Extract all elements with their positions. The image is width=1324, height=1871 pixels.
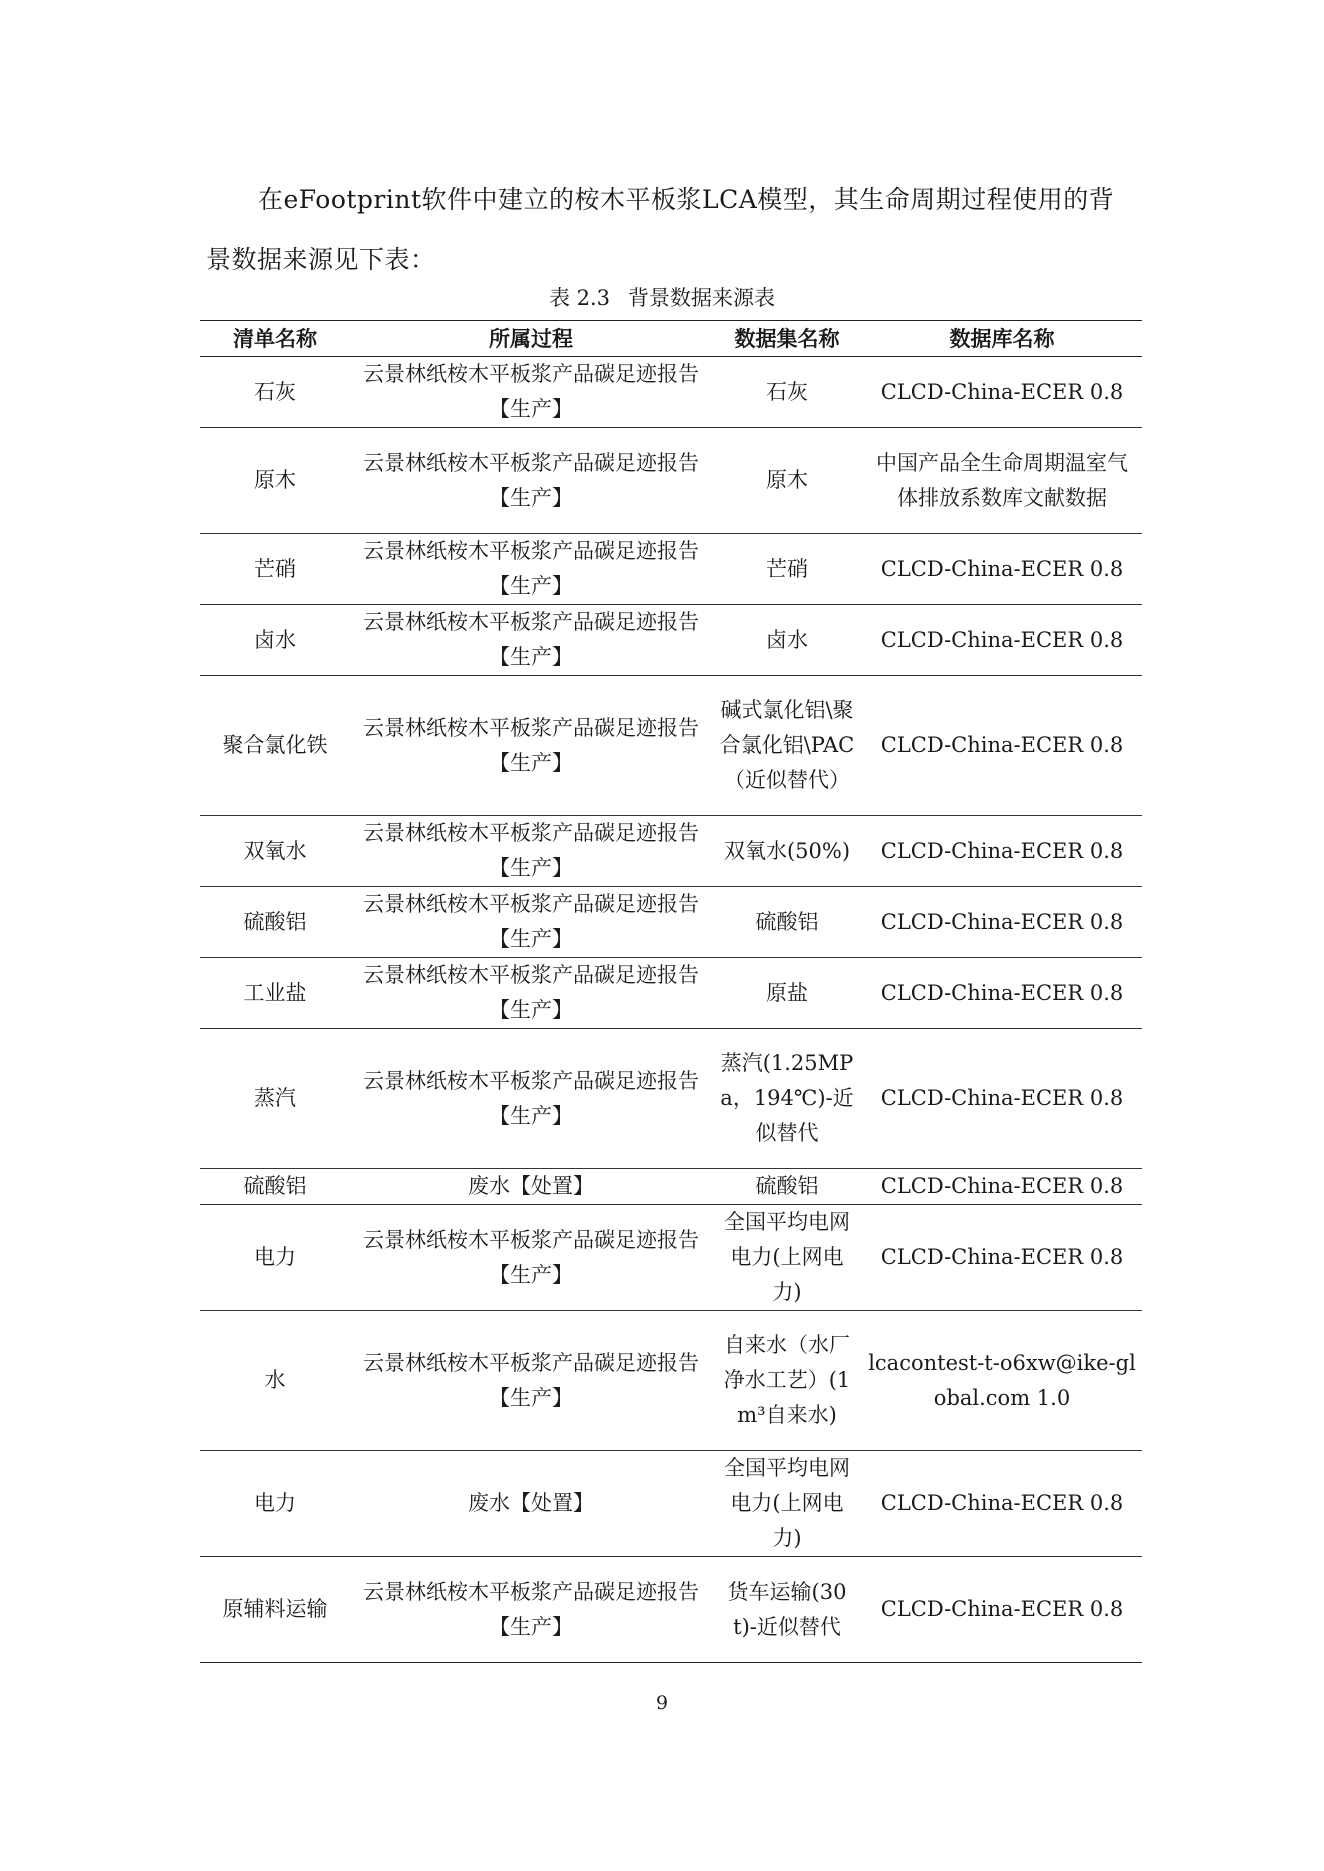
header-process: 所属过程 (350, 321, 712, 357)
cell-dataset-name: 原木 (712, 428, 862, 534)
cell-item-name: 电力 (200, 1451, 350, 1557)
cell-process: 云景林纸桉木平板浆产品碳足迹报告【生产】 (350, 1029, 712, 1169)
cell-process: 废水【处置】 (350, 1451, 712, 1557)
cell-dataset-name: 全国平均电网电力(上网电力) (712, 1205, 862, 1311)
cell-database-name: CLCD-China-ECER 0.8 (862, 534, 1142, 605)
cell-process: 云景林纸桉木平板浆产品碳足迹报告【生产】 (350, 958, 712, 1029)
header-dataset-name: 数据集名称 (712, 321, 862, 357)
table-row (200, 428, 1142, 534)
cell-dataset-name: 原盐 (712, 958, 862, 1029)
table-row (200, 1169, 1142, 1205)
cell-item-name: 硫酸铝 (200, 1169, 350, 1205)
table-row (200, 816, 1142, 887)
cell-process: 云景林纸桉木平板浆产品碳足迹报告【生产】 (350, 1311, 712, 1451)
cell-process: 云景林纸桉木平板浆产品碳足迹报告【生产】 (350, 676, 712, 816)
cell-item-name: 蒸汽 (200, 1029, 350, 1169)
cell-dataset-name: 碱式氯化铝\聚合氯化铝\PAC（近似替代） (712, 676, 862, 816)
table-row (200, 958, 1142, 1029)
cell-item-name: 原辅料运输 (200, 1557, 350, 1663)
cell-dataset-name: 自来水（水厂净水工艺）(1m³自来水) (712, 1311, 862, 1451)
cell-database-name: 中国产品全生命周期温室气体排放系数库文献数据 (862, 428, 1142, 534)
background-data-sources-table (200, 320, 1142, 1663)
cell-dataset-name: 双氧水(50%) (712, 816, 862, 887)
cell-dataset-name: 硫酸铝 (712, 1169, 862, 1205)
table-row (200, 1311, 1142, 1451)
cell-process: 废水【处置】 (350, 1169, 712, 1205)
cell-database-name: CLCD-China-ECER 0.8 (862, 887, 1142, 958)
table-caption-label: 表 2.3 (548, 286, 611, 310)
table-row (200, 534, 1142, 605)
cell-process: 云景林纸桉木平板浆产品碳足迹报告【生产】 (350, 534, 712, 605)
table-row (200, 887, 1142, 958)
cell-database-name: CLCD-China-ECER 0.8 (862, 816, 1142, 887)
cell-process: 云景林纸桉木平板浆产品碳足迹报告【生产】 (350, 605, 712, 676)
header-database-name: 数据库名称 (862, 321, 1142, 357)
cell-process: 云景林纸桉木平板浆产品碳足迹报告【生产】 (350, 1557, 712, 1663)
cell-dataset-name: 全国平均电网电力(上网电力) (712, 1451, 862, 1557)
cell-database-name: CLCD-China-ECER 0.8 (862, 1205, 1142, 1311)
table-row (200, 1205, 1142, 1311)
table-caption-title: 背景数据来源表 (628, 286, 776, 310)
cell-item-name: 双氧水 (200, 816, 350, 887)
cell-database-name: CLCD-China-ECER 0.8 (862, 1451, 1142, 1557)
cell-item-name: 电力 (200, 1205, 350, 1311)
cell-database-name: CLCD-China-ECER 0.8 (862, 1557, 1142, 1663)
cell-process: 云景林纸桉木平板浆产品碳足迹报告【生产】 (350, 887, 712, 958)
cell-dataset-name: 蒸汽(1.25MPa，194℃)-近似替代 (712, 1029, 862, 1169)
table-header-row (200, 321, 1142, 357)
cell-database-name: CLCD-China-ECER 0.8 (862, 605, 1142, 676)
cell-database-name: CLCD-China-ECER 0.8 (862, 676, 1142, 816)
table-caption (0, 284, 1324, 312)
cell-dataset-name: 卤水 (712, 605, 862, 676)
cell-item-name: 聚合氯化铁 (200, 676, 350, 816)
cell-process: 云景林纸桉木平板浆产品碳足迹报告【生产】 (350, 816, 712, 887)
cell-process: 云景林纸桉木平板浆产品碳足迹报告【生产】 (350, 357, 712, 428)
page-number: 9 (655, 1692, 669, 1714)
cell-item-name: 原木 (200, 428, 350, 534)
cell-item-name: 石灰 (200, 357, 350, 428)
cell-dataset-name: 石灰 (712, 357, 862, 428)
cell-process: 云景林纸桉木平板浆产品碳足迹报告【生产】 (350, 1205, 712, 1311)
cell-item-name: 水 (200, 1311, 350, 1451)
cell-database-name: CLCD-China-ECER 0.8 (862, 958, 1142, 1029)
cell-item-name: 硫酸铝 (200, 887, 350, 958)
table-row (200, 676, 1142, 816)
table-row (200, 357, 1142, 428)
header-item-name: 清单名称 (200, 321, 350, 357)
cell-database-name: CLCD-China-ECER 0.8 (862, 1169, 1142, 1205)
cell-dataset-name: 货车运输(30 t)-近似替代 (712, 1557, 862, 1663)
cell-database-name: lcacontest-t-o6xw@ike-global.com 1.0 (862, 1311, 1142, 1451)
table-row (200, 1557, 1142, 1663)
cell-item-name: 芒硝 (200, 534, 350, 605)
cell-process: 云景林纸桉木平板浆产品碳足迹报告【生产】 (350, 428, 712, 534)
cell-database-name: CLCD-China-ECER 0.8 (862, 357, 1142, 428)
cell-item-name: 卤水 (200, 605, 350, 676)
table-row (200, 1451, 1142, 1557)
cell-item-name: 工业盐 (200, 958, 350, 1029)
intro-paragraph: 在eFootprint软件中建立的桉木平板浆LCA模型，其生命周期过程使用的背景数据来源见下表： (206, 185, 1115, 274)
cell-dataset-name: 芒硝 (712, 534, 862, 605)
table-row (200, 605, 1142, 676)
table-row (200, 1029, 1142, 1169)
cell-dataset-name: 硫酸铝 (712, 887, 862, 958)
cell-database-name: CLCD-China-ECER 0.8 (862, 1029, 1142, 1169)
